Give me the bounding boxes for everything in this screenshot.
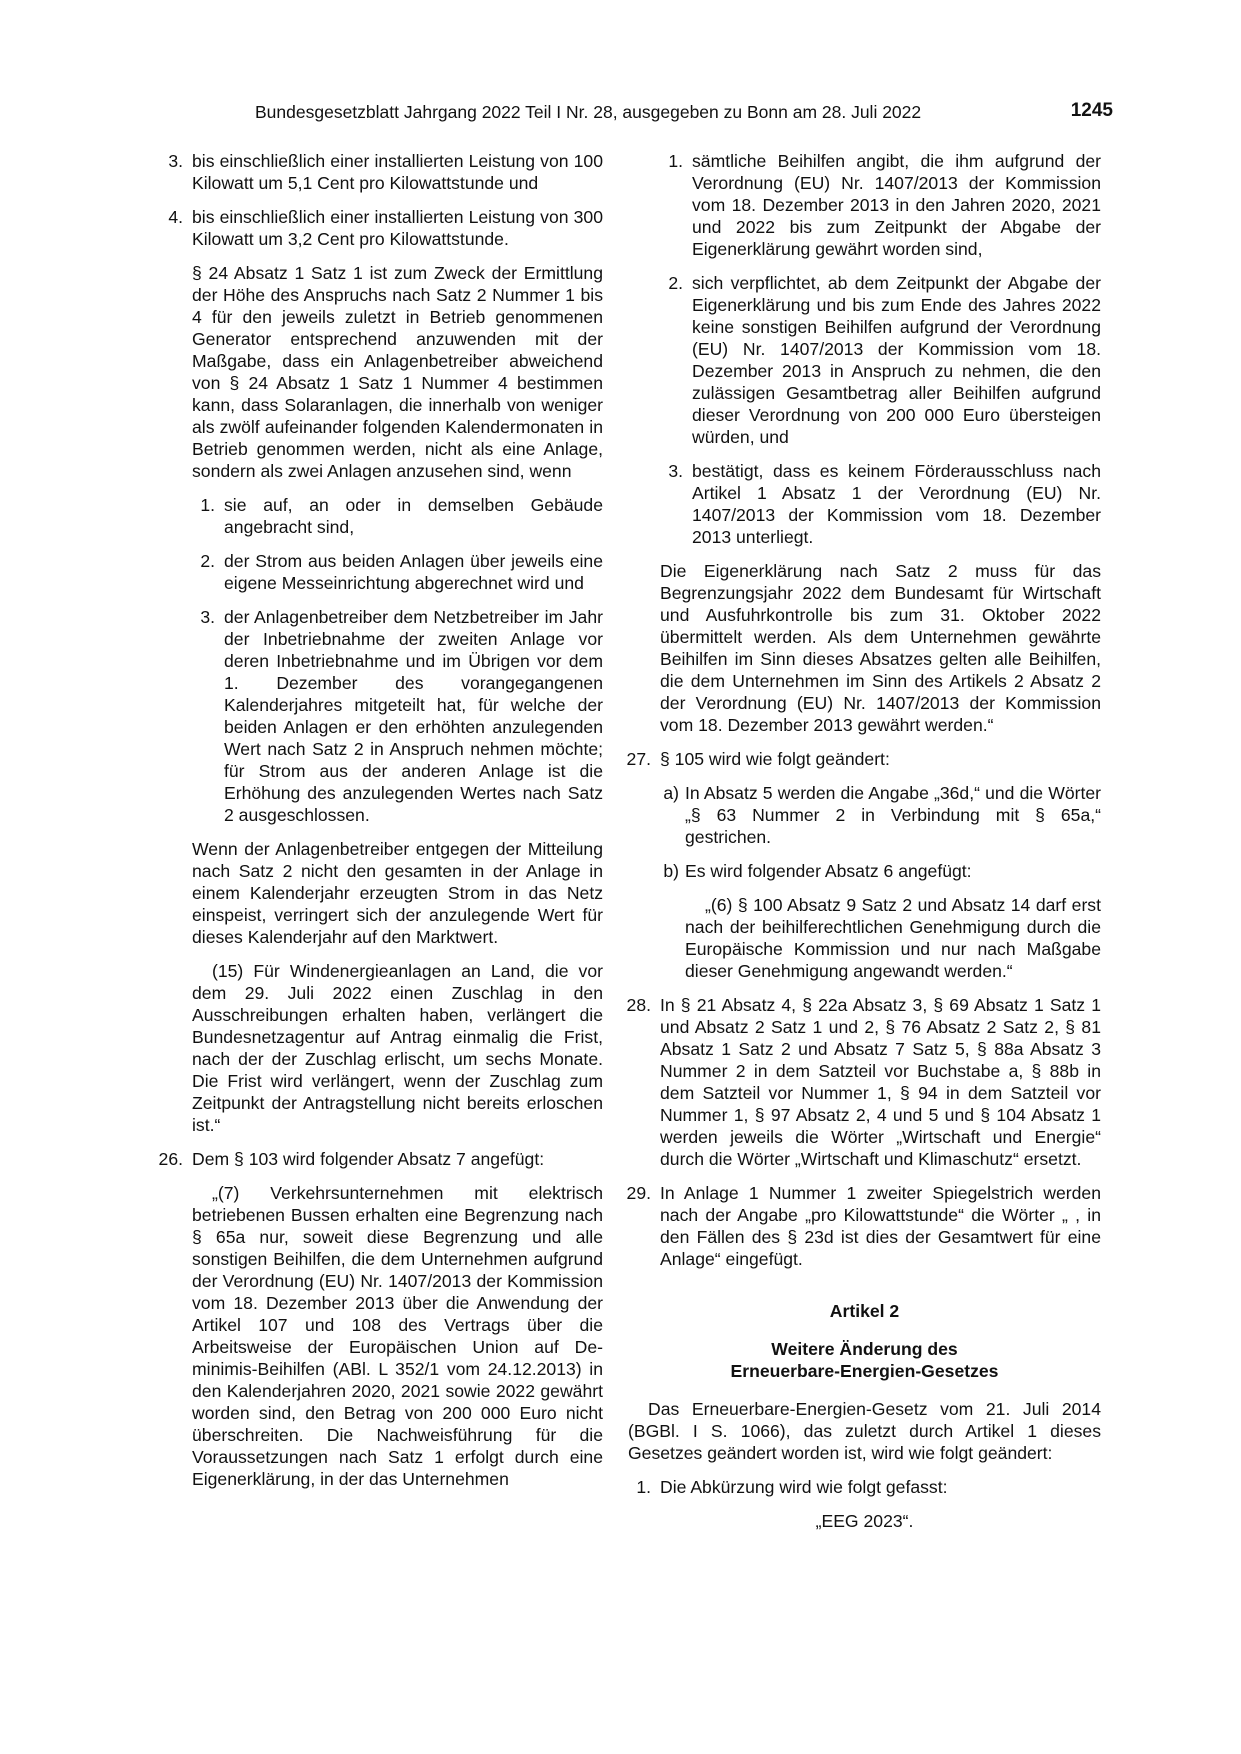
- paragraph-block: [130, 960, 603, 1136]
- list-text: In Anlage 1 Nummer 1 zweiter Spiegelstrich werden nach der Angabe „pro Kilowattstunde“ die Wörter „ , in den Fällen des § 23d ist dies der Gesamtwert für eine Anlage“ eingefügt.: [660, 1183, 1101, 1269]
- paragraph: „(6) § 100 Absatz 9 Satz 2 und Absatz 14 darf erst nach der beihilferechtlichen Genehmigung durch die Europäische Kommission und nur nach Maßgabe dieser Genehmigung angewandt werden.“: [685, 895, 1101, 981]
- paragraph: „(7) Verkehrsunternehmen mit elektrisch betriebenen Bussen erhalten eine Begrenzung nach § 65a nur, soweit diese Begrenzung und alle sonstigen Beihilfen, die dem Unternehmen aufgrund der Verordnung (EU) Nr. 1407/2013 der Kommission vom 18. Dezember 2013 über die Anwendung der Artikel 107 und 108 des Vertrags über die Arbeitsweise der Europäischen Union auf De-minimis-Beihilfen (ABl. L 352/1 vom 24.12.2013) in den Kalenderjahren 2020, 2021 sowie 2022 gewährt worden sind, den Betrag von 200 000 Euro nicht überschreiten. Die Nachweisführung für die Voraussetzungen nach Satz 1 erfolgt durch eine Eigenerklärung, in der das Unternehmen: [192, 1183, 603, 1489]
- paragraph-block: [130, 262, 603, 482]
- list-text: bestätigt, dass es keinem Förderausschluss nach Artikel 1 Absatz 1 der Verordnung (EU) Nr. 1407/2013 der Kommission vom 18. Dezember 2013 unterliegt.: [692, 461, 1101, 547]
- article-label: Artikel 2: [829, 1301, 900, 1321]
- list-item: [192, 606, 603, 826]
- right-column: [628, 150, 1101, 1532]
- list-number: 3.: [168, 151, 183, 171]
- sub-list: [628, 782, 1101, 982]
- list-item: [660, 150, 1101, 260]
- list-number: 27.: [626, 749, 651, 769]
- list-number: b): [663, 861, 679, 881]
- list-text: sich verpflichtet, ab dem Zeitpunkt der Abgabe der Eigenerklärung und bis zum Ende des Jahres 2022 keine sonstigen Beihilfen aufgrund der Verordnung (EU) Nr. 1407/2013 der Kommission vom 18. Dezember 2013 in Anspruch zu nehmen, die den zulässigen Gesamtbetrag aller Beihilfen aufgrund dieser Verordnung von 200 000 Euro übersteigen würden, und: [692, 273, 1101, 447]
- list-item: [660, 460, 1101, 548]
- list-number: 29.: [626, 1183, 651, 1203]
- paragraph: Wenn der Anlagenbetreiber entgegen der Mitteilung nach Satz 2 nicht den gesamten in der Anlage in einem Kalenderjahr erzeugten Strom in das Netz einspeist, verringert sich der anzulegende Wert für dieses Kalenderjahr auf den Marktwert.: [192, 839, 603, 947]
- list-text: Dem § 103 wird folgender Absatz 7 angefügt:: [192, 1149, 545, 1169]
- list-item: [130, 1148, 603, 1170]
- list-item: [192, 550, 603, 594]
- list-item: [628, 994, 1101, 1170]
- list-number: 2.: [668, 273, 683, 293]
- list-number: 4.: [168, 207, 183, 227]
- list-text: der Anlagenbetreiber dem Netzbetreiber im Jahr der Inbetriebnahme der zweiten Anlage vor deren Inbetriebnahme und im Übrigen vor dem 1. Dezember des vorangegangenen Kalenderjahres mitgeteilt hat, für welche der beiden Anlagen er den erhöhten anzulegenden Wert nach Satz 2 in Anspruch nehmen möchte; für Strom aus der anderen Anlage ist die Erhöhung des anzulegenden Wertes nach Satz 2 ausgeschlossen.: [224, 607, 603, 825]
- left-column: [130, 150, 603, 1490]
- list-number: 3.: [668, 461, 683, 481]
- paragraph-block: [628, 560, 1101, 736]
- list-text: Es wird folgender Absatz 6 angefügt:: [685, 861, 972, 881]
- paragraph: Die Eigenerklärung nach Satz 2 muss für das Begrenzungsjahr 2022 dem Bundesamt für Wirtschaft und Ausfuhrkontrolle bis zum 31. Oktober 2022 übermittelt werden. Als dem Unternehmen gewährte Beihilfen im Sinn dieses Absatzes gelten alle Beihilfen, die dem Unternehmen im Sinn des Artikels 2 Absatz 2 der Verordnung (EU) Nr. 1407/2013 der Kommission vom 18. Dezember 2013 gewährt werden.“: [660, 561, 1101, 735]
- sub-list: [628, 150, 1101, 548]
- paragraph: § 24 Absatz 1 Satz 1 ist zum Zweck der Ermittlung der Höhe des Anspruchs nach Satz 2 Nummer 1 bis 4 für den jeweils zuletzt in Betrieb genommenen Generator entsprechend anzuwenden mit der Maßgabe, dass ein Anlagenbetreiber abweichend von § 24 Absatz 1 Satz 1 Nummer 4 bestimmen kann, dass Solaranlagen, die innerhalb von weniger als zwölf aufeinander folgenden Kalendermonaten in Betrieb genommen werden, nicht als eine Anlage, sondern als zwei Anlagen anzusehen sind, wenn: [192, 263, 603, 481]
- list-text: Die Abkürzung wird wie folgt gefasst:: [660, 1477, 948, 1497]
- list-number: 1.: [668, 151, 683, 171]
- paragraph-block: [130, 838, 603, 948]
- list-item: [130, 206, 603, 250]
- list-text: In § 21 Absatz 4, § 22a Absatz 3, § 69 Absatz 1 Satz 1 und Absatz 2 Satz 1 und 2, § 76 Absatz 2 Satz 2, § 81 Absatz 1 Satz 2 und Absatz 7 Satz 5, § 88a Absatz 3 Nummer 2 in dem Satzteil vor Buchstabe a, § 88b in dem Satzteil vor Nummer 1, § 94 in dem Satzteil vor Nummer 1, § 97 Absatz 2, 4 und 5 und § 104 Absatz 1 werden jeweils die Wörter „Wirtschaft und Energie“ durch die Wörter „Wirtschaft und Klimaschutz“ ersetzt.: [660, 995, 1101, 1169]
- list-item: [628, 1476, 1101, 1498]
- list-number: 2.: [200, 551, 215, 571]
- list-number: a): [663, 783, 679, 803]
- list-text: § 105 wird wie folgt geändert:: [660, 749, 890, 769]
- sub-list: [130, 494, 603, 826]
- paragraph-block: [660, 894, 1101, 982]
- paragraph-block: [130, 1182, 603, 1490]
- running-title: Bundesgesetzblatt Jahrgang 2022 Teil I Nr. 28, ausgegeben zu Bonn am 28. Juli 2022: [255, 102, 922, 122]
- list-number: 3.: [200, 607, 215, 627]
- list-item: [660, 782, 1101, 848]
- paragraph: (15) Für Windenergieanlagen an Land, die vor dem 29. Juli 2022 einen Zuschlag in den Ausschreibungen erhalten haben, verlängert die Bundesnetzagentur auf Antrag einmalig die Frist, nach der der Zuschlag erlischt, um sechs Monate. Die Frist wird verlängert, wenn der Zuschlag zum Zeitpunkt der Antragstellung nicht bereits erloschen ist.“: [192, 961, 603, 1135]
- list-text: sämtliche Beihilfen angibt, die ihm aufgrund der Verordnung (EU) Nr. 1407/2013 der Kommission vom 18. Dezember 2013 in den Jahren 2020, 2021 und 2022 bis zum Zeitpunkt der Abgabe der Eigenerklärung gewährt worden sind,: [692, 151, 1101, 259]
- page-number: 1245: [1070, 100, 1113, 121]
- list-text: bis einschließlich einer installierten Leistung von 300 Kilowatt um 3,2 Cent pro Kilowattstunde.: [192, 207, 603, 249]
- article-title-line-2: Erneuerbare-Energien-Gesetzes: [730, 1361, 999, 1381]
- article-title-line-1: Weitere Änderung des: [771, 1339, 958, 1359]
- list-number: 26.: [158, 1149, 183, 1169]
- list-text: bis einschließlich einer installierten Leistung von 100 Kilowatt um 5,1 Cent pro Kilowattstunde und: [192, 151, 603, 193]
- list-number: 1.: [636, 1477, 651, 1497]
- list-number: 28.: [626, 995, 651, 1015]
- list-text: sie auf, an oder in demselben Gebäude angebracht sind,: [224, 495, 603, 537]
- list-item: [192, 494, 603, 538]
- list-item: [628, 748, 1101, 770]
- list-text: der Strom aus beiden Anlagen über jeweils eine eigene Messeinrichtung abgerechnet wird und: [224, 551, 603, 593]
- eeg-quote: „EEG 2023“.: [815, 1511, 914, 1531]
- paragraph: Das Erneuerbare-Energien-Gesetz vom 21. Juli 2014 (BGBl. I S. 1066), das zuletzt durch Artikel 1 dieses Gesetzes geändert worden ist, wird wie folgt geändert:: [628, 1399, 1101, 1463]
- list-item: [130, 150, 603, 194]
- list-item: [628, 1182, 1101, 1270]
- list-item: [660, 272, 1101, 448]
- list-number: 1.: [200, 495, 215, 515]
- list-text: In Absatz 5 werden die Angabe „36d,“ und die Wörter „§ 63 Nummer 2 in Verbindung mit § 65a,“ gestrichen.: [685, 783, 1101, 847]
- list-item: [660, 860, 1101, 882]
